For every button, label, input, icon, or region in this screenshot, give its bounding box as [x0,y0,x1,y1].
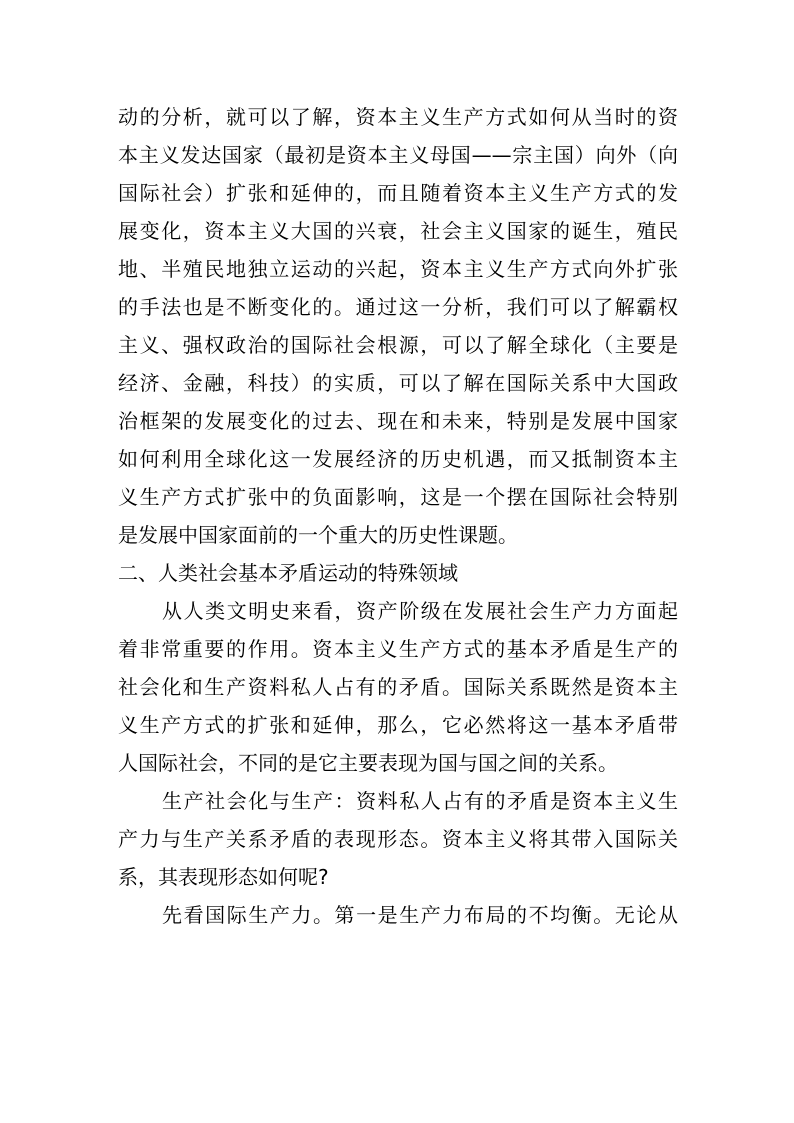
text-line: 生产社会化与生产：资料私人占有的矛盾是资本主义生 [162,789,678,813]
document-page [118,98,678,934]
text-line: 义生产方式的扩张和延伸，那么，它必然将这一基本矛盾带 [118,713,678,737]
text-line: 本主义发达国家（最初是资本主义母国——宗主国）向外（向 [118,143,678,167]
text-line: 产力与生产关系矛盾的表现形态。资本主义将其带入国际关 [118,827,678,851]
text-line: 系，其表现形态如何呢? [118,865,329,889]
text-line: 义生产方式扩张中的负面影响，这是一个摆在国际社会特别 [118,485,678,509]
text-line: 国际社会）扩张和延伸的，而且随着资本主义生产方式的发 [118,181,678,205]
text-line: 地、半殖民地独立运动的兴起，资本主义生产方式向外扩张 [118,257,678,281]
section-heading: 二、人类社会基本矛盾运动的特殊领域 [118,561,458,585]
text-line: 主义、强权政治的国际社会根源，可以了解全球化（主要是 [118,333,678,357]
text-line: 社会化和生产资料私人占有的矛盾。国际关系既然是资本主 [118,675,678,699]
text-line: 治框架的发展变化的过去、现在和未来，特别是发展中国家 [118,409,678,433]
text-line: 着非常重要的作用。资本主义生产方式的基本矛盾是生产的 [118,637,678,661]
text-line: 的手法也是不断变化的。通过这一分析，我们可以了解霸权 [118,295,678,319]
text-line: 展变化，资本主义大国的兴衰，社会主义国家的诞生，殖民 [118,219,678,243]
text-line: 如何利用全球化这一发展经济的历史机遇，而又抵制资本主 [118,447,678,471]
text-line: 经济、金融，科技）的实质，可以了解在国际关系中大国政 [118,371,678,395]
text-line: 从人类文明史来看，资产阶级在发展社会生产力方面起 [162,599,678,623]
text-line: 人国际社会，不同的是它主要表现为国与国之间的关系。 [118,751,618,775]
text-line: 先看国际生产力。第一是生产力布局的不均衡。无论从 [162,903,678,927]
text-line: 动的分析，就可以了解，资本主义生产方式如何从当时的资 [118,105,678,129]
text-line: 是发展中国家面前的一个重大的历史性课题。 [118,523,518,547]
